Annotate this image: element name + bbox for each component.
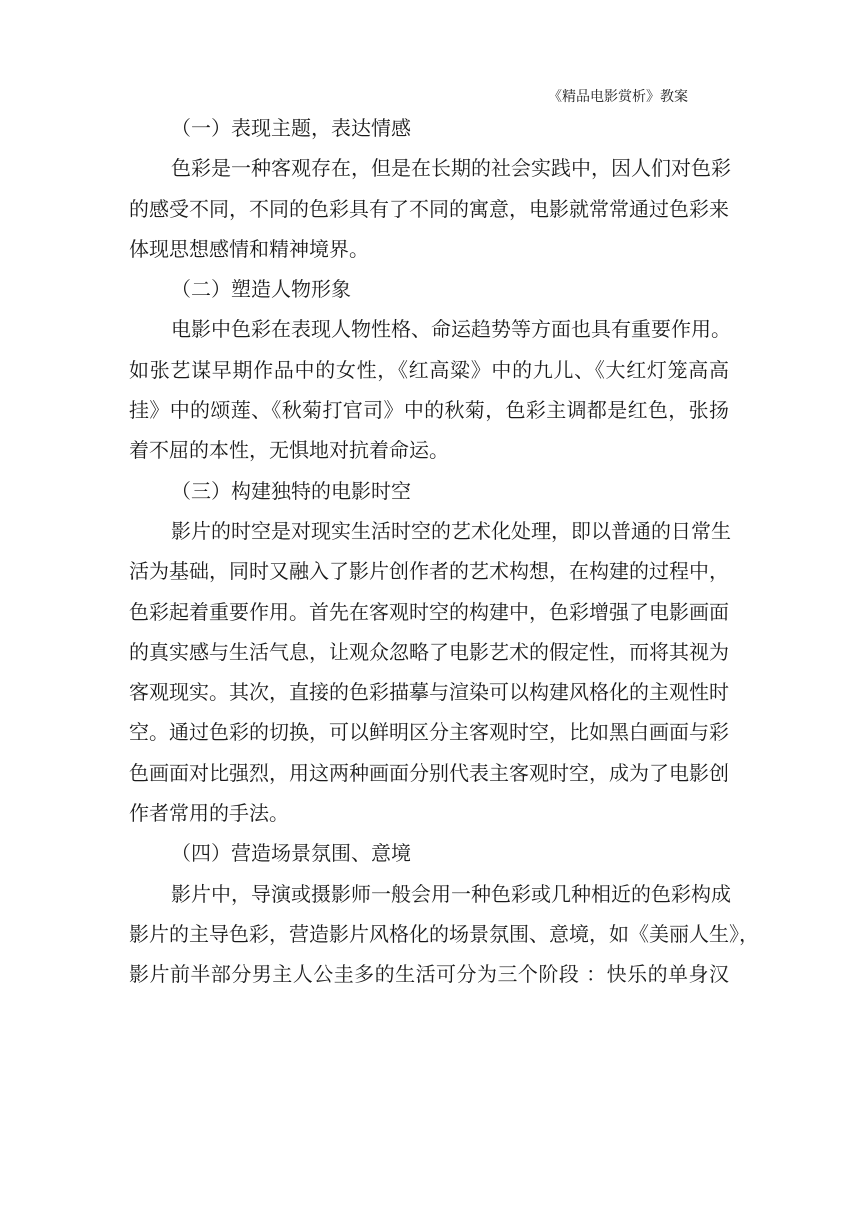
text-line: 作者常用的手法。 <box>129 801 289 826</box>
text-line: 的真实感与生活气息，让观众忽略了电影艺术的假定性，而将其视为 <box>129 639 729 664</box>
text-line: （二）塑造人物形象 <box>171 277 351 302</box>
text-line: 电影中色彩在表现人物性格、命运趋势等方面也具有重要作用。 <box>171 317 731 342</box>
text-line: 影片中，导演或摄影师一般会用一种色彩或几种相近的色彩构成 <box>171 881 731 906</box>
text-line: 挂》中的颂莲、《秋菊打官司》中的秋菊，色彩主调都是红色，张扬 <box>129 398 729 423</box>
text-line: 色画面对比强烈，用这两种画面分别代表主客观时空，成为了电影创 <box>129 760 729 785</box>
text-line: 的感受不同，不同的色彩具有了不同的寓意，电影就常常通过色彩来 <box>129 196 729 221</box>
text-line: 影片的主导色彩，营造影片风格化的场景氛围、意境，如《美丽人生》， <box>129 921 759 946</box>
text-line: （三）构建独特的电影时空 <box>171 478 411 503</box>
text-line: 空。通过色彩的切换，可以鲜明区分主客观时空，比如黑白画面与彩 <box>129 720 729 745</box>
text-line: 客观现实。其次，直接的色彩描摹与渲染可以构建风格化的主观性时 <box>129 680 729 705</box>
text-line: 着不屈的本性，无惧地对抗着命运。 <box>129 438 449 463</box>
document-body <box>129 108 759 995</box>
text-line: 色彩是一种客观存在，但是在长期的社会实践中，因人们对色彩 <box>171 156 731 181</box>
text-line: 活为基础，同时又融入了影片创作者的艺术构想，在构建的过程中， <box>129 559 729 584</box>
text-line: 如张艺谋早期作品中的女性，《红高粱》中的九儿、《大红灯笼高高 <box>129 357 729 382</box>
text-line: 影片的时空是对现实生活时空的艺术化处理，即以普通的日常生 <box>171 518 731 543</box>
text-line: 体现思想感情和精神境界。 <box>129 236 369 261</box>
text-line: （一）表现主题，表达情感 <box>171 116 411 140</box>
text-line: （四）营造场景氛围、意境 <box>171 841 411 866</box>
text-line: 影片前半部分男主人公圭多的生活可分为三个阶段 ：快乐的单身汉 <box>129 962 729 987</box>
text-line: 色彩起着重要作用。首先在客观时空的构建中，色彩增强了电影画面 <box>129 599 729 624</box>
page-header-title: 《精品电影赏析》教案 <box>548 89 688 105</box>
